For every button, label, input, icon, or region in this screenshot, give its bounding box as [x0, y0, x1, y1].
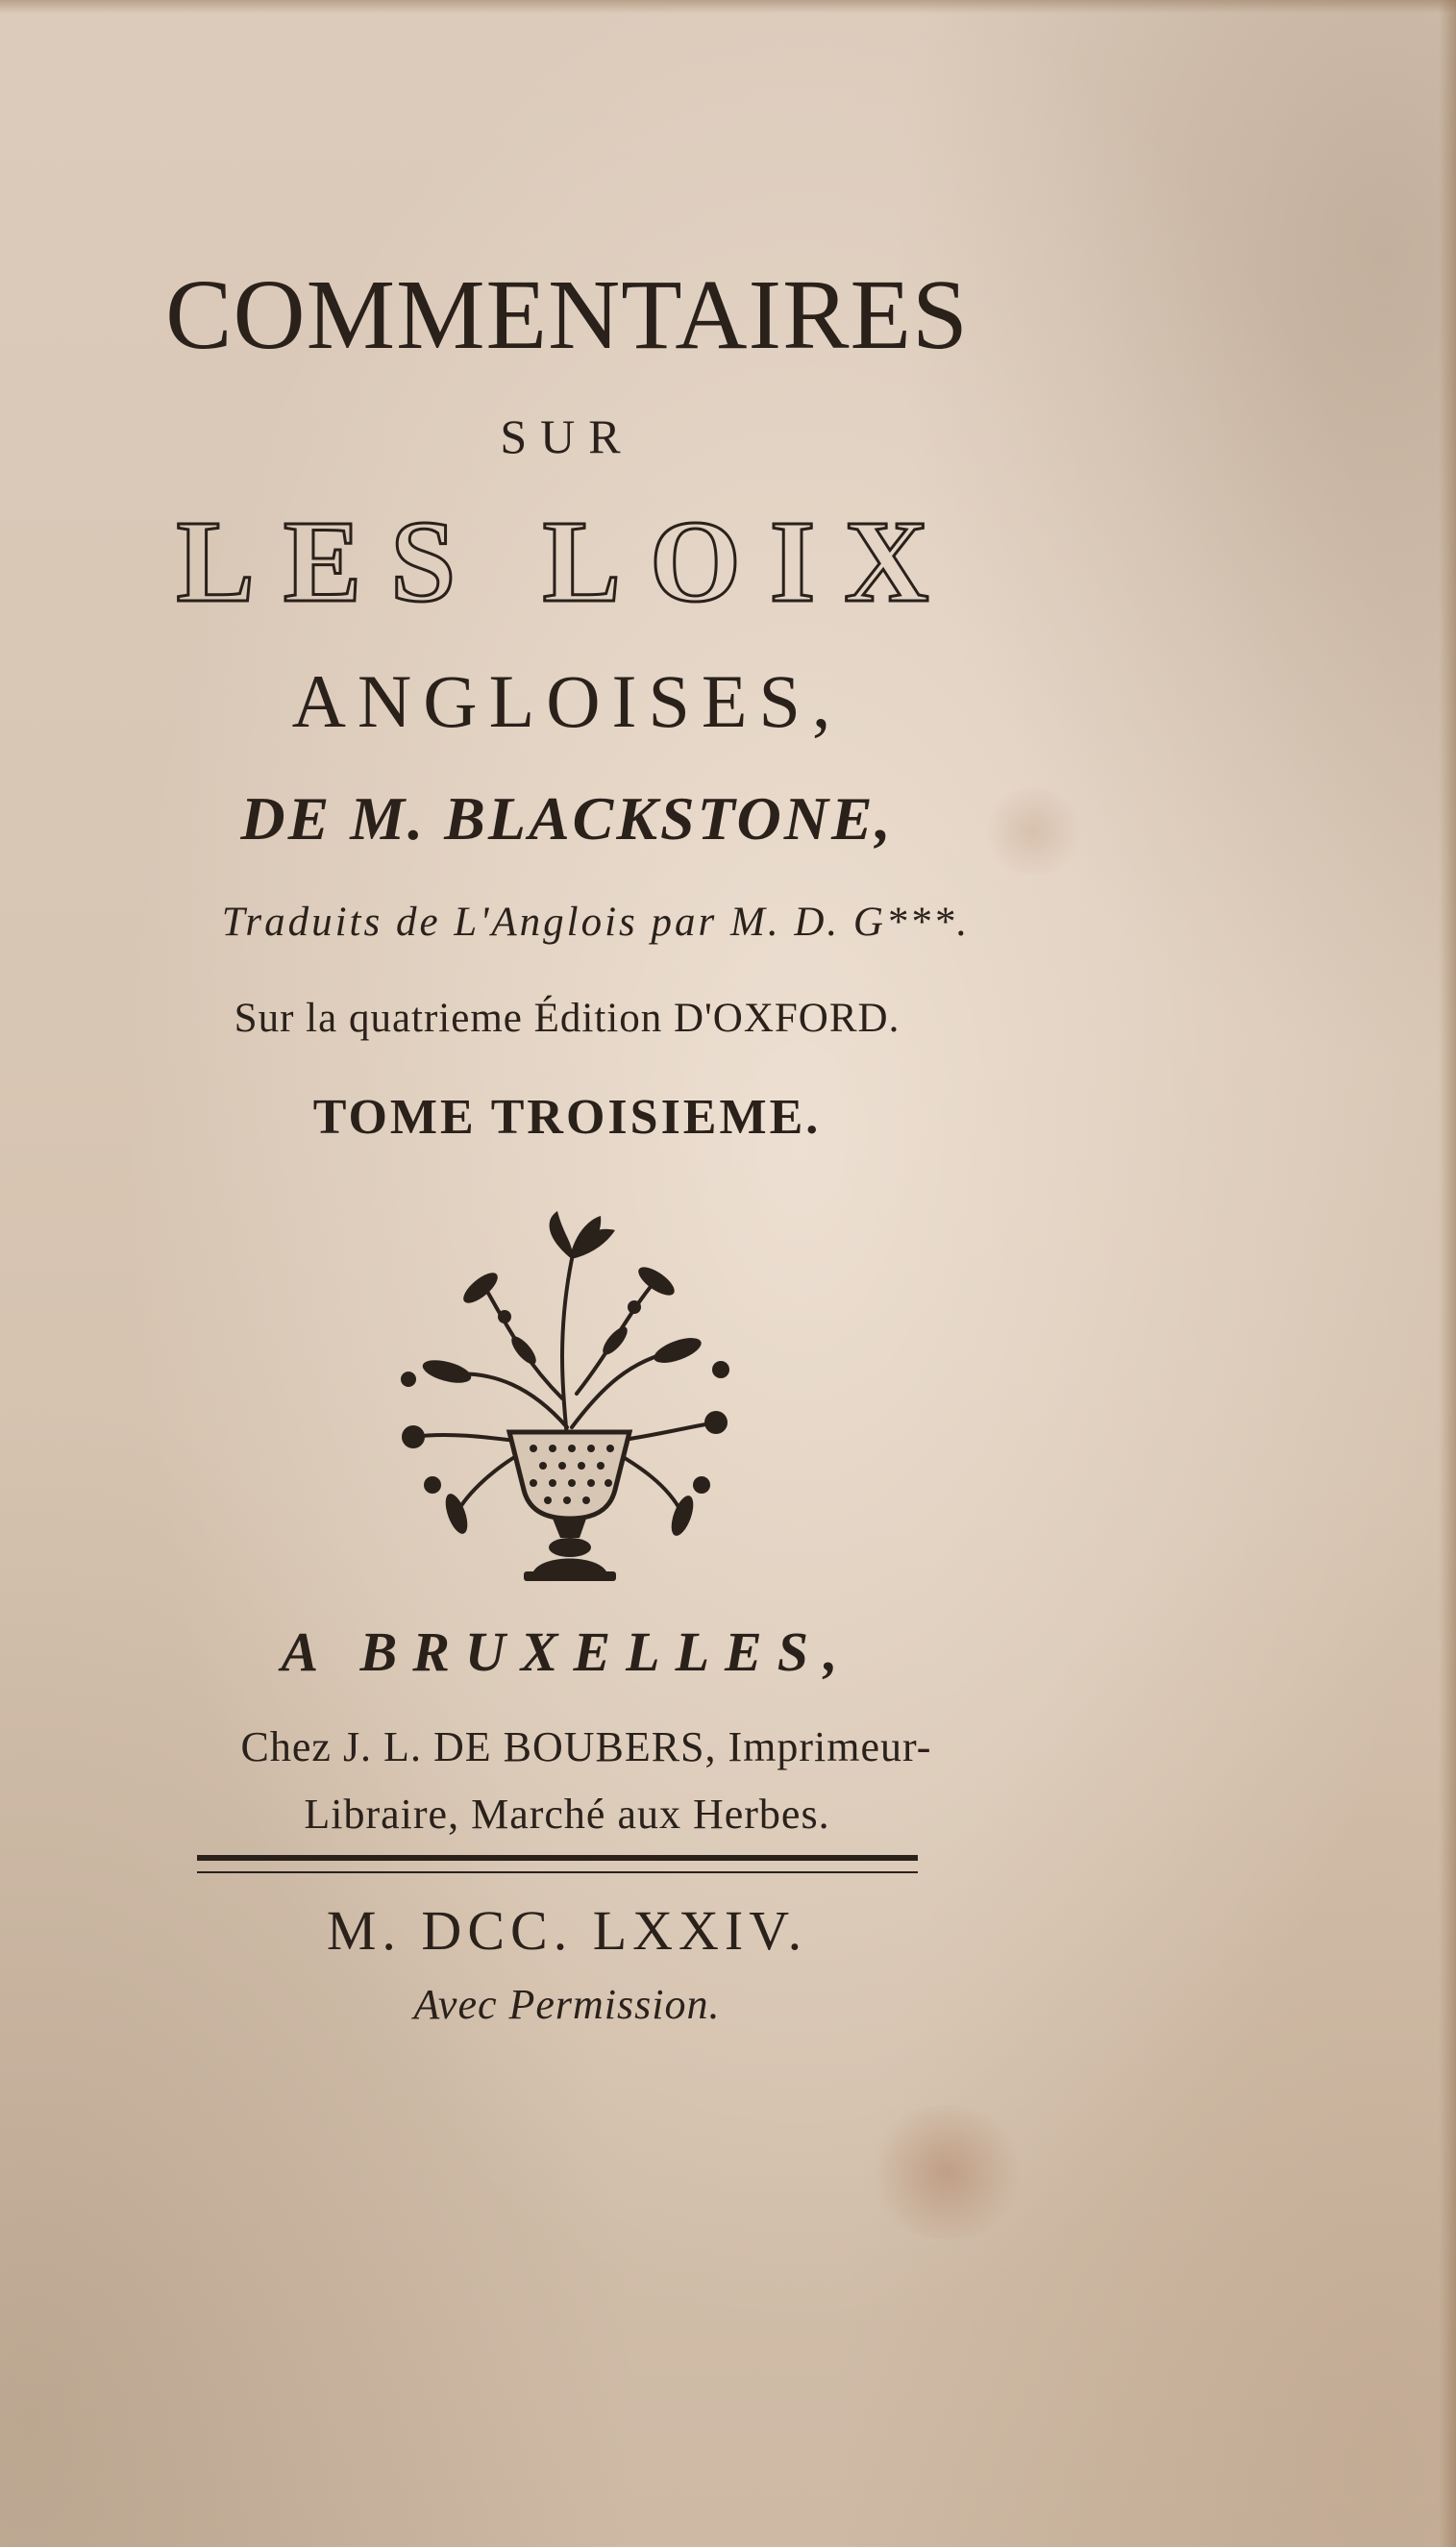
imprint-rule-thin — [197, 1871, 918, 1873]
book-title: COMMENTAIRES — [165, 260, 969, 370]
imprint-rule-thick — [197, 1855, 918, 1861]
author-line: DE M. BLACKSTONE, — [240, 784, 894, 853]
translator-line: Traduits de L'Anglois par M. D. G***. — [221, 900, 971, 945]
flower-vase-ornament-icon — [389, 1206, 745, 1586]
page-edge-right — [1439, 0, 1456, 2547]
foxing-stain — [865, 2105, 1028, 2239]
title-subject: ANGLOISES, — [291, 659, 843, 743]
imprint-date: M. DCC. LXXIV. — [326, 1899, 808, 1962]
imprint-printer-line-1: Chez J. L. DE BOUBERS, Imprimeur- — [240, 1723, 932, 1770]
volume-line: TOME TROISIEME. — [312, 1090, 822, 1145]
page-edge-top — [0, 0, 1456, 13]
imprint-printer-line-2: Libraire, Marché aux Herbes. — [304, 1791, 830, 1838]
permission-line: Avec Permission. — [413, 1981, 721, 2028]
edition-line: Sur la quatrieme Édition D'OXFORD. — [234, 996, 901, 1041]
title-decorative: LES LOIX — [176, 497, 958, 627]
imprint-city: A BRUXELLES, — [281, 1620, 853, 1683]
title-connector: SUR — [500, 409, 634, 463]
